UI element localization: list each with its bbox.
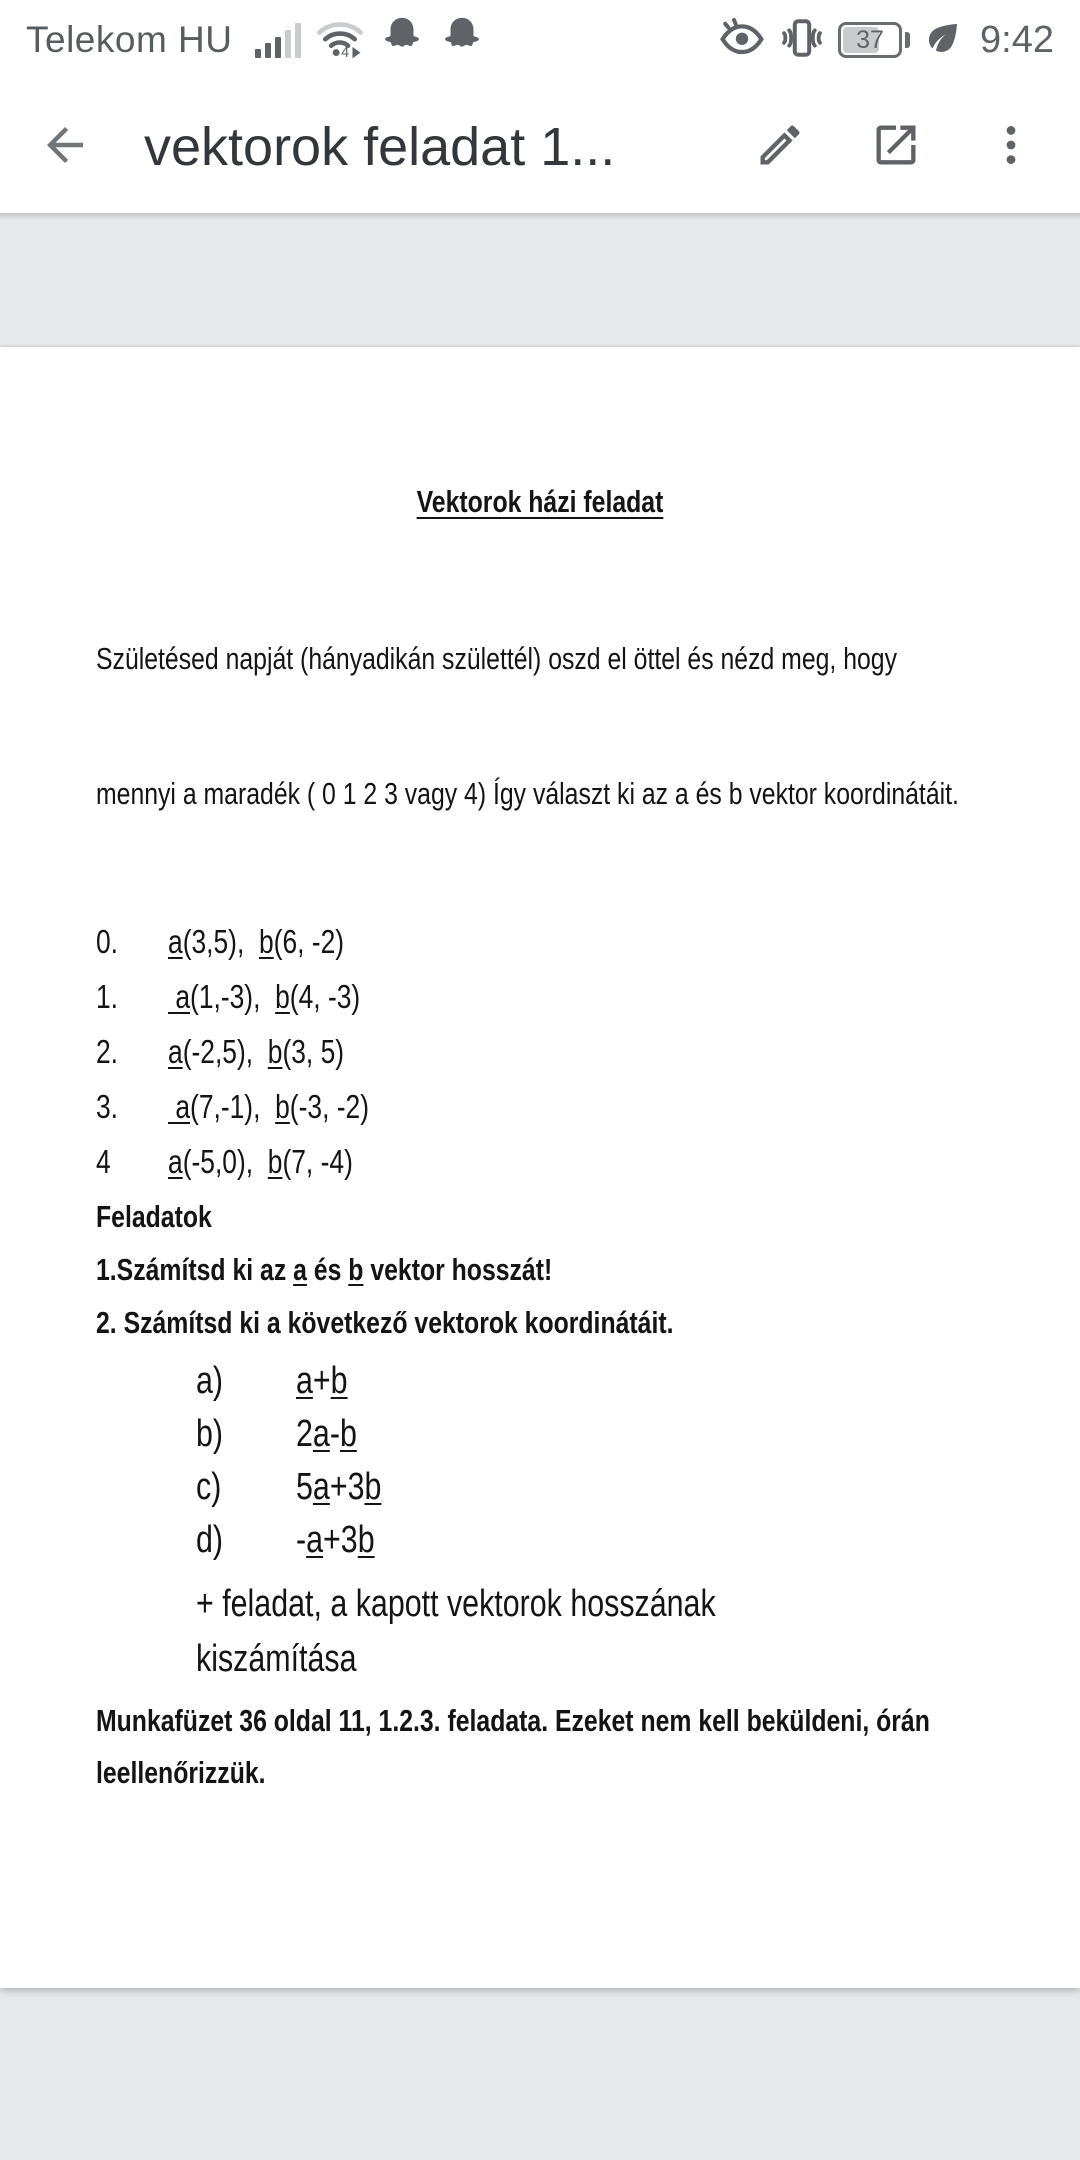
list-item-letter: d) xyxy=(196,1519,224,1561)
list-item-letter: a) xyxy=(196,1360,224,1402)
battery-percent: 37 xyxy=(856,25,884,54)
svg-text:4: 4 xyxy=(340,44,349,61)
task-2: 2. Számítsd ki a következő vektorok koordinátáit. xyxy=(96,1305,674,1340)
open-in-new-button[interactable] xyxy=(870,119,922,174)
document-content xyxy=(0,347,1080,1799)
battery-nub xyxy=(905,32,910,48)
app-bar xyxy=(0,80,1080,213)
task-1: 1.Számítsd ki az a és b vektor hosszát! xyxy=(96,1252,553,1287)
clock-label: 9:42 xyxy=(980,18,1054,61)
workbook-note xyxy=(96,1695,984,1799)
document-viewer-scroll-area[interactable] xyxy=(0,213,1080,2160)
list-item xyxy=(96,1024,984,1079)
document-page xyxy=(0,347,1080,1988)
snapchat-ghost-icon xyxy=(439,15,485,66)
app-bar-actions xyxy=(754,119,1036,174)
formula-text: a+b xyxy=(296,1360,348,1402)
vector-list xyxy=(96,914,984,1189)
list-item-number: 4 xyxy=(96,1143,111,1180)
list-item-letter: b) xyxy=(196,1413,224,1455)
list-item-text: a(1,-3), b(4, -3) xyxy=(168,978,361,1015)
vibrate-icon xyxy=(778,14,826,67)
list-item-number: 0. xyxy=(96,923,119,960)
list-item-number: 3. xyxy=(96,1088,119,1125)
list-item xyxy=(96,1514,984,1567)
status-bar-right xyxy=(718,14,1054,67)
workbook-note-line: Munkafüzet 36 oldal 11, 1.2.3. feladata. Ezeket nem kell beküldeni, órán xyxy=(96,1703,930,1738)
doc-heading: Vektorok házi feladat xyxy=(416,484,664,519)
wifi-icon xyxy=(315,15,365,66)
battery-icon xyxy=(838,22,910,58)
snapchat-ghost-icon xyxy=(379,15,425,66)
list-item-number: 1. xyxy=(96,978,119,1015)
tasks-heading: Feladatok xyxy=(96,1199,212,1234)
document-title-truncated: vektorok feladat 1... xyxy=(144,116,616,177)
list-item-number: 2. xyxy=(96,1033,119,1070)
list-item xyxy=(96,1134,984,1189)
formula-text: 5a+3b xyxy=(296,1466,382,1508)
list-item xyxy=(96,1461,984,1514)
list-item-text: a(-5,0), b(7, -4) xyxy=(168,1143,353,1180)
list-item-letter: c) xyxy=(196,1466,222,1508)
kebab-menu-icon xyxy=(986,120,1036,173)
list-item-text: a(7,-1), b(-3, -2) xyxy=(168,1088,369,1125)
list-item-text: a(-2,5), b(3, 5) xyxy=(168,1033,345,1070)
list-item xyxy=(96,969,984,1024)
edit-button[interactable] xyxy=(754,119,806,174)
back-arrow-icon xyxy=(38,118,92,175)
intro-paragraph xyxy=(96,546,984,906)
bonus-task-line: kiszámítása xyxy=(196,1638,357,1680)
list-item xyxy=(96,1408,984,1461)
carrier-label: Telekom HU xyxy=(26,19,233,60)
edit-pencil-icon xyxy=(754,119,806,174)
status-bar-left xyxy=(26,15,485,66)
list-item xyxy=(96,1079,984,1134)
open-in-new-icon xyxy=(870,119,922,174)
status-bar xyxy=(0,0,1080,80)
formula-text: 2a-b xyxy=(296,1413,357,1455)
overflow-menu-button[interactable] xyxy=(986,120,1036,173)
eye-comfort-icon xyxy=(718,14,766,67)
bonus-task-line: + feladat, a kapott vektorok hosszának xyxy=(196,1583,716,1625)
list-item xyxy=(96,914,984,969)
power-saving-leaf-icon xyxy=(922,17,964,64)
intro-line: Születésed napját (hányadikán születtél) oszd el öttel és nézd meg, hogy xyxy=(96,641,897,676)
signal-strength-icon xyxy=(255,22,301,58)
formula-text: -a+3b xyxy=(296,1519,375,1561)
back-button[interactable] xyxy=(38,118,92,175)
list-item-text: a(3,5), b(6, -2) xyxy=(168,923,345,960)
list-item xyxy=(96,1355,984,1408)
formula-list xyxy=(96,1355,984,1567)
bonus-task xyxy=(196,1577,984,1687)
intro-line: mennyi a maradék ( 0 1 2 3 vagy 4) Így választ ki az a és b vektor koordinátáit. xyxy=(96,776,959,811)
workbook-note-line: leellenőrizzük. xyxy=(96,1755,266,1790)
